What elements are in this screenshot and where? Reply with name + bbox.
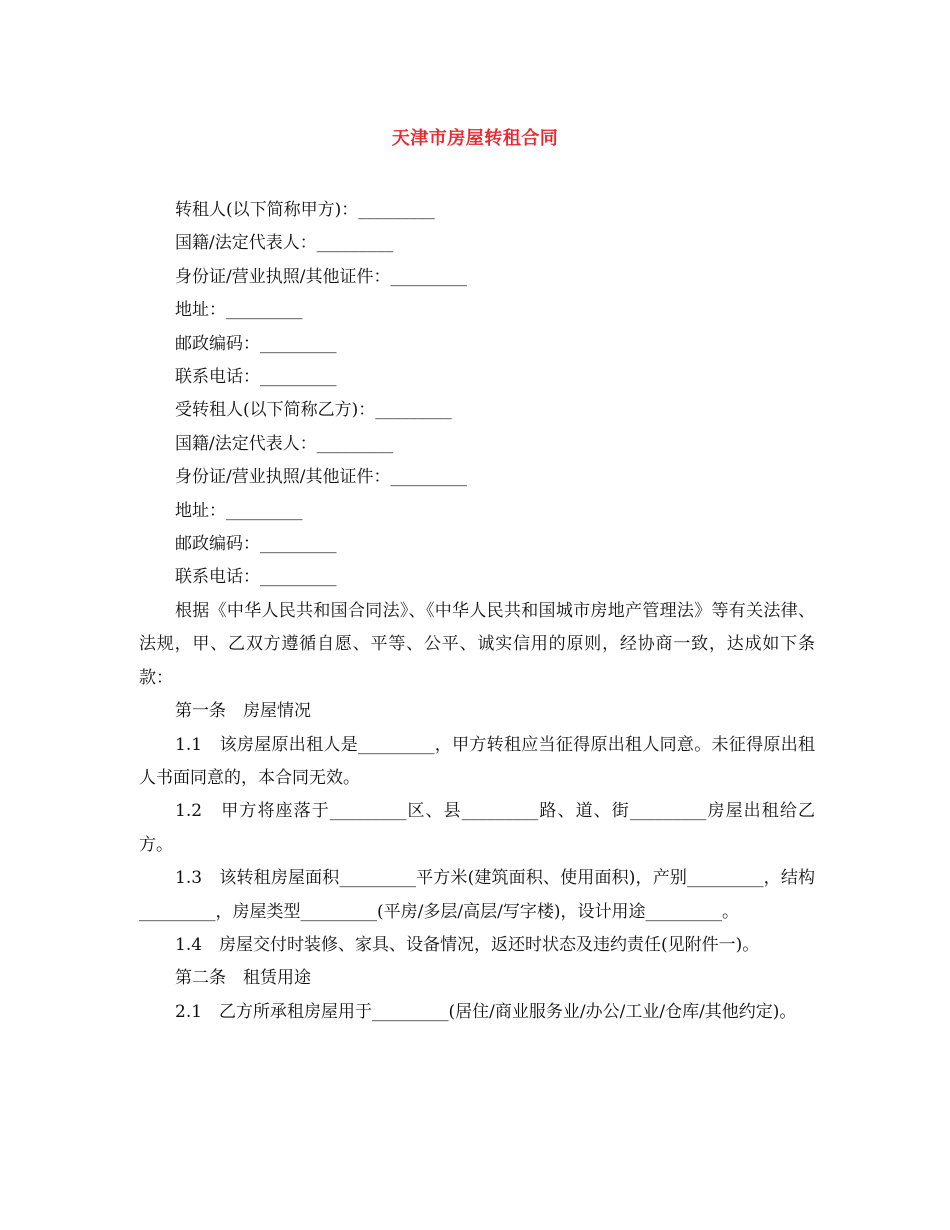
article-2-heading: 第二条 租赁用途 xyxy=(175,968,311,989)
party-line-phone-a: 联系电话：_________ xyxy=(175,367,337,388)
clause-1-1: 1.1 该房屋原出租人是_________，甲方转租应当征得原出租人同意。未征得原出租人书面同意的，本合同无效。 xyxy=(139,734,815,788)
party-line-phone-b: 联系电话：_________ xyxy=(175,567,337,588)
clause-1-4: 1.4 房屋交付时装修、家具、设备情况，返还时状态及违约责任(见附件一)。 xyxy=(175,934,760,955)
party-line-postcode-b: 邮政编码：_________ xyxy=(175,534,337,555)
party-line-postcode-a: 邮政编码：_________ xyxy=(175,333,337,354)
article-1-heading: 第一条 房屋情况 xyxy=(175,701,311,722)
party-line-address-a: 地址：_________ xyxy=(175,300,303,321)
intro-paragraph: 根据《中华人民共和国合同法》、《中华人民共和国城市房地产管理法》等有关法律、法规，甲、乙双方遵循自愿、平等、公平、诚实信用的原则，经协商一致，达成如下条款： xyxy=(139,600,815,688)
clause-1-2: 1.2 甲方将座落于_________区、县_________路、道、街_________房屋出租给乙方。 xyxy=(139,801,815,855)
document-title: 天津市房屋转租合同 xyxy=(391,128,559,149)
party-line-nationality-b: 国籍/法定代表人：_________ xyxy=(175,433,394,454)
party-line-id-a: 身份证/营业执照/其他证件：_________ xyxy=(175,266,467,287)
party-line-lessor: 转租人(以下简称甲方)：_________ xyxy=(175,200,435,220)
party-line-lessee: 受转租人(以下简称乙方)：_________ xyxy=(175,400,452,421)
clause-1-3: 1.3 该转租房屋面积_________平方米(建筑面积、使用面积)，产别_________，结构_________，房屋类型_________(平房/多层/高层/写字楼)，设计用途_________。 xyxy=(139,868,815,922)
party-line-nationality-a: 国籍/法定代表人：_________ xyxy=(175,233,394,254)
party-line-address-b: 地址：_________ xyxy=(175,500,303,521)
clause-2-1: 2.1 乙方所承租房屋用于_________(居住/商业服务业/办公/工业/仓库/其他约定)。 xyxy=(175,1001,797,1022)
document-body xyxy=(139,194,815,1029)
party-line-id-b: 身份证/营业执照/其他证件：_________ xyxy=(175,467,467,488)
